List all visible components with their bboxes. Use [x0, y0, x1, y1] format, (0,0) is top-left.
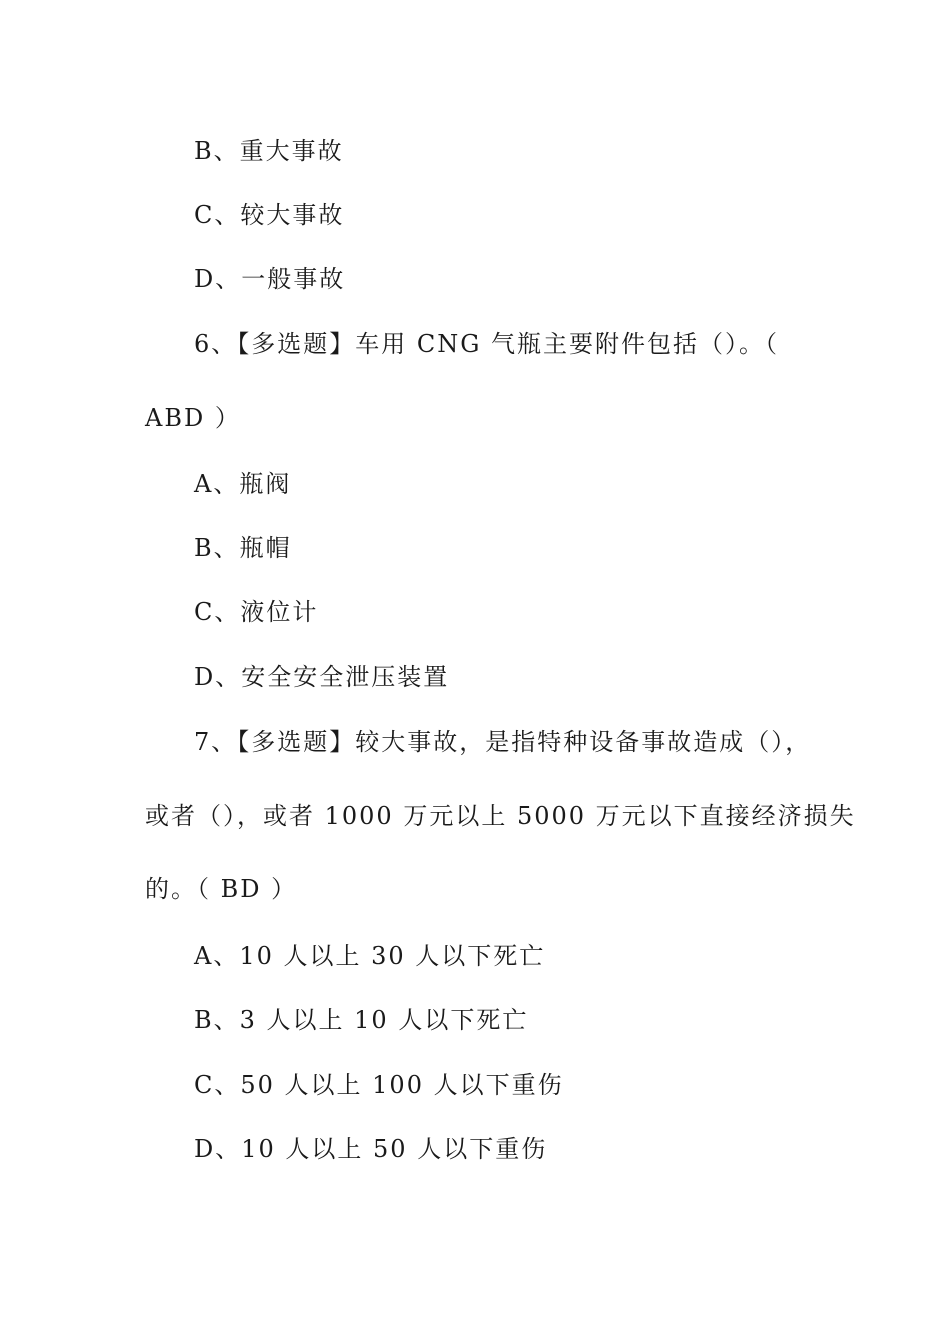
q5-option-b: B、重大事故 [194, 137, 344, 165]
q6-option-c: C、液位计 [194, 598, 319, 626]
q6-question-line2: ABD ） [145, 404, 241, 432]
q7-question-line3: 的。（ BD ） [145, 875, 298, 903]
q5-option-d: D、一般事故 [194, 265, 346, 293]
q7-option-d: D、10 人以上 50 人以下重伤 [194, 1135, 548, 1163]
q7-question-line1: 7、【多选题】较大事故，是指特种设备事故造成（）， [194, 728, 812, 756]
q7-option-a: A、10 人以上 30 人以下死亡 [194, 942, 546, 970]
q6-option-d: D、安全安全泄压装置 [194, 663, 450, 691]
q7-option-c: C、50 人以上 100 人以下重伤 [194, 1071, 564, 1099]
q6-option-a: A、瓶阀 [194, 470, 292, 498]
q7-option-b: B、3 人以上 10 人以下死亡 [194, 1006, 529, 1034]
q6-option-b: B、瓶帽 [194, 534, 292, 562]
q7-question-line2: 或者（），或者 1000 万元以上 5000 万元以下直接经济损失 [145, 802, 856, 830]
q5-option-c: C、较大事故 [194, 201, 345, 229]
q6-question-line1: 6、【多选题】车用 CNG 气瓶主要附件包括（）。（ [194, 330, 780, 358]
